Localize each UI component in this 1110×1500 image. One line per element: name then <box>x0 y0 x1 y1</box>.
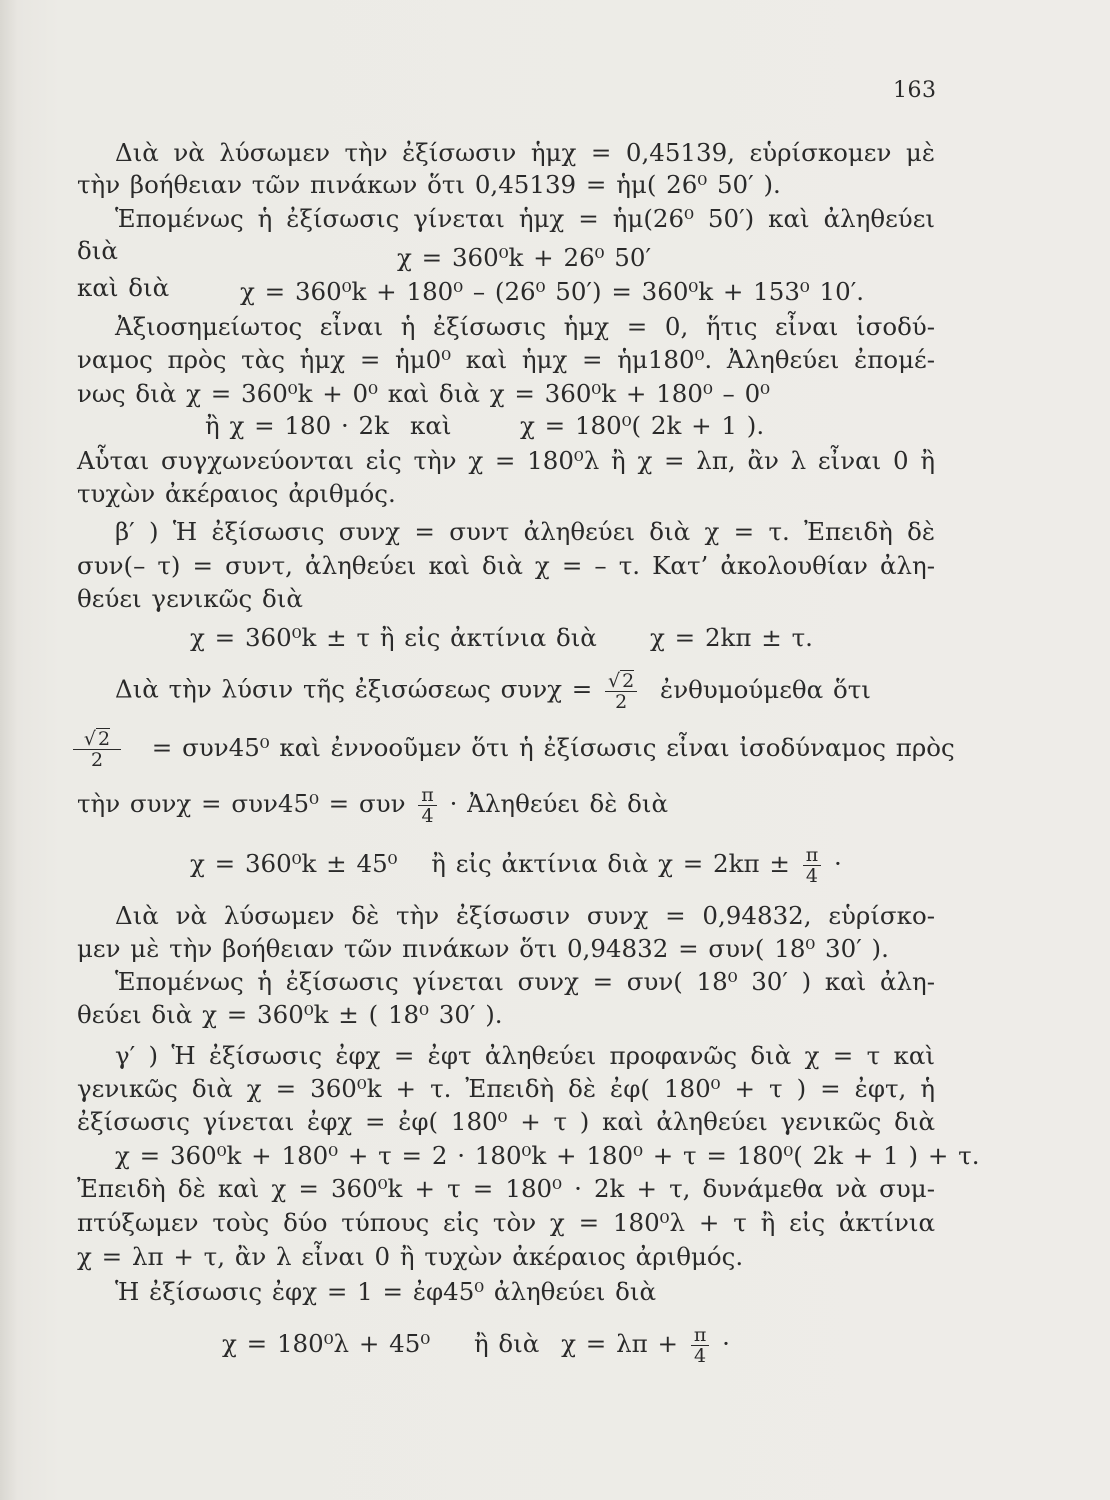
text-line-12: β′ ) Ἡ ἐξίσωσις συνχ = συντ ἀληθεύει διὰ χ = τ. Ἐπειδὴ δὲ <box>115 517 935 546</box>
equation-line-4: χ = 360⁰k + 26⁰ 50′ <box>397 243 652 272</box>
text-line-17 <box>70 728 955 770</box>
fraction-pi-over-4-second <box>803 845 822 886</box>
text-line-18-part-a: τὴν συνχ = συν45⁰ = συν <box>77 789 406 818</box>
text-line-24: γ′ ) Ἡ ἐξίσωσις ἐφχ = ἐφτ ἀληθεύει προφανῶς διὰ χ = τ καὶ <box>115 1041 935 1070</box>
equation-line-32 <box>222 1325 730 1366</box>
text-line-4-prefix: διὰ <box>77 236 118 265</box>
text-line-23: θεύει διὰ χ = 360⁰k ± ( 18⁰ 30′ ). <box>77 1000 503 1029</box>
text-line-18-part-b: · Ἀληθεύει δὲ διὰ <box>449 789 669 818</box>
fraction-sqrt2-over-2 <box>605 670 637 712</box>
text-line-16-part-b: ἐνθυμούμεθα ὅτι <box>660 674 871 704</box>
fraction-numerator <box>605 670 637 692</box>
equation-line-32-part-c: χ = λπ + <box>561 1329 679 1358</box>
text-line-28: Ἐπειδὴ δὲ καὶ χ = 360⁰k + τ = 180⁰ · 2k + τ, δυνάμεθα νὰ συμ- <box>77 1174 935 1203</box>
fraction-denominator: 2 <box>90 749 104 771</box>
fraction-pi-over-4 <box>418 785 437 826</box>
text-line-10: Αὗται συγχωνεύονται εἰς τὴν χ = 180⁰λ ἢ χ = λπ, ἂν λ εἶναι 0 ἢ <box>77 446 935 475</box>
equation-line-19-part-b: ἢ εἰς ἀκτίνια διὰ χ = 2kπ ± <box>431 849 790 878</box>
sqrt-symbol: √ <box>608 670 621 692</box>
text-line-16-part-a: Διὰ τὴν λύσιν τῆς ἐξισώσεως συνχ = <box>115 674 593 704</box>
fraction-numerator: π <box>691 1325 710 1346</box>
text-line-22: Ἑπομένως ἡ ἐξίσωσις γίνεται συνχ = συν( 18⁰ 30′ ) καὶ ἀλη- <box>115 967 935 996</box>
text-line-6: Ἀξιοσημείωτος εἶναι ἡ ἐξίσωσις ἡμχ = 0, ἥτις εἶναι ἰσοδύ- <box>115 312 935 341</box>
equation-line-32-part-a: χ = 180⁰λ + 45⁰ <box>222 1329 431 1358</box>
fraction-pi-over-4-third <box>691 1325 710 1366</box>
fraction-numerator: π <box>418 785 437 806</box>
text-line-3: Ἑπομένως ἡ ἐξίσωσις γίνεται ἡμχ = ἡμ(26⁰ 50′) καὶ ἀληθεύει <box>115 204 935 233</box>
equation-line-27: χ = 360⁰k + 180⁰ + τ = 2 · 180⁰k + 180⁰ + τ = 180⁰( 2k + 1 ) + τ. <box>115 1141 980 1170</box>
fraction-sqrt2-over-2-second <box>73 728 121 770</box>
text-line-8: νως διὰ χ = 360⁰k + 0⁰ καὶ διὰ χ = 360⁰k + 180⁰ – 0⁰ <box>77 379 770 408</box>
sqrt-symbol: √ <box>83 728 96 750</box>
fraction-numerator <box>73 728 121 750</box>
equation-line-5: χ = 360⁰k + 180⁰ – (26⁰ 50′) = 360⁰k + 153⁰ 10′. <box>240 277 865 306</box>
equation-line-15b: χ = 2kπ ± τ. <box>650 623 813 652</box>
text-line-2: τὴν βοήθειαν τῶν πινάκων ὅτι 0,45139 = ἡμ( 26⁰ 50′ ). <box>77 170 781 199</box>
sqrt-radicand: 2 <box>622 670 635 692</box>
text-line-11: τυχὼν ἀκέραιος ἀριθμός. <box>77 479 396 508</box>
sqrt-radicand: 2 <box>98 728 111 750</box>
equation-line-9c: χ = 180⁰( 2k + 1 ). <box>520 411 765 440</box>
text-line-7: ναμος πρὸς τὰς ἡμχ = ἡμ0⁰ καὶ ἡμχ = ἡμ180⁰. Ἀληθεύει ἐπομέ- <box>77 345 935 374</box>
fraction-denominator: 4 <box>421 805 434 827</box>
text-line-17-part: = συν45⁰ καὶ ἐννοοῦμεν ὅτι ἡ ἐξίσωσις εἶναι ἰσοδύναμος πρὸς <box>151 732 955 762</box>
text-line-18 <box>77 785 668 826</box>
text-line-31: Ἡ ἐξίσωσις ἐφχ = 1 = ἐφ45⁰ ἀληθεύει διὰ <box>115 1277 656 1306</box>
sqrt-sign <box>608 670 634 691</box>
text-line-26: ἐξίσωσις γίνεται ἐφχ = ἐφ( 180⁰ + τ ) καὶ ἀληθεύει γενικῶς διὰ <box>77 1107 935 1136</box>
text-line-14: θεύει γενικῶς διὰ <box>77 584 303 613</box>
text-line-21: μεν μὲ τὴν βοήθειαν τῶν πινάκων ὅτι 0,94832 = συν( 18⁰ 30′ ). <box>77 934 889 963</box>
fraction-denominator: 2 <box>615 691 628 713</box>
text-line-30: χ = λπ + τ, ἂν λ εἶναι 0 ἢ τυχὼν ἀκέραιος ἀριθμός. <box>77 1242 744 1271</box>
equation-line-9b: καὶ <box>410 411 452 440</box>
fraction-denominator: 4 <box>694 1345 707 1367</box>
text-line-16 <box>115 670 871 712</box>
equation-line-19-part-a: χ = 360⁰k ± 45⁰ <box>190 849 398 878</box>
text-line-13: συν(– τ) = συντ, ἀληθεύει καὶ διὰ χ = – τ. Κατ’ ἀκολουθίαν ἀλη- <box>77 551 935 580</box>
text-line-29: πτύξωμεν τοὺς δύο τύπους εἰς τὸν χ = 180⁰λ + τ ἢ εἰς ἀκτίνια <box>77 1208 935 1237</box>
fraction-denominator: 4 <box>805 865 818 887</box>
text-line-1: Διὰ νὰ λύσωμεν τὴν ἐξίσωσιν ἡμχ = 0,45139, εὑρίσκομεν μὲ <box>115 138 935 167</box>
equation-line-9a: ἢ χ = 180 · 2k <box>205 411 389 440</box>
fraction-numerator: π <box>803 845 822 866</box>
equation-line-15a: χ = 360⁰k ± τ ἢ εἰς ἀκτίνια διὰ <box>190 623 597 652</box>
period-dot: · <box>722 1329 730 1358</box>
text-line-20: Διὰ νὰ λύσωμεν δὲ τὴν ἐξίσωσιν συνχ = 0,94832, εὑρίσκο- <box>115 901 935 930</box>
sqrt-sign <box>84 728 110 749</box>
text-line-25: γενικῶς διὰ χ = 360⁰k + τ. Ἐπειδὴ δὲ ἐφ( 180⁰ + τ ) = ἐφτ, ἡ <box>77 1074 935 1103</box>
text-line-5-prefix: καὶ διὰ <box>77 273 170 302</box>
period-dot: · <box>834 849 842 878</box>
page-number: 163 <box>893 78 937 103</box>
equation-line-32-part-b: ἢ διὰ <box>473 1329 540 1358</box>
equation-line-19 <box>190 845 842 886</box>
